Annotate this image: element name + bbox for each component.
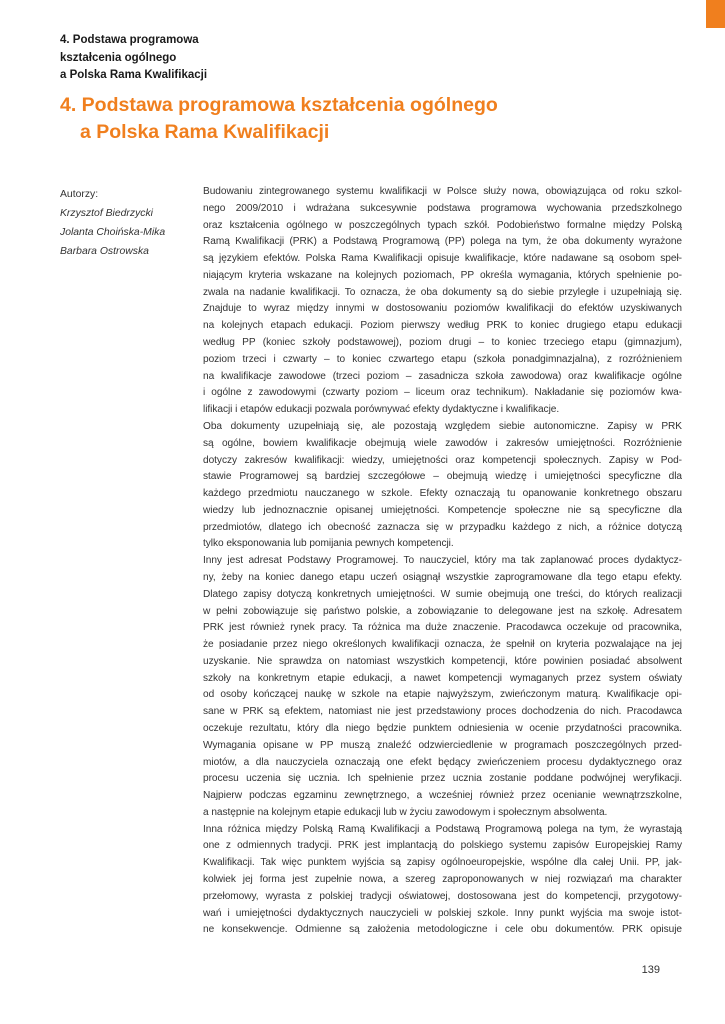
body-line: Inna różnica między Polską Ramą Kwalifikacji a Podstawą Programową polega na tym, że wyrastają [203,823,682,835]
body-line: PRK jest również rynek pracy. Ta różnica ma duże znaczenie. Pracodawca oczekuje od pracownika, [203,622,682,634]
body-line: nego 2009/2010 i wdrażana sukcesywnie podstawa programowa wychowania przedszkolnego [203,202,682,214]
body-line: niającym kryteria wskazane na kolejnych poziomach, PP określa wymagania, których spełnienie po- [203,269,682,281]
body-line: są ogólne, bowiem kwalifikacje obejmują wiele zawodów i zakresów umiejętności. Rozróżnienie [203,437,682,449]
body-line: tylko eksponowania lub pomijania pewnych kompetencji. [203,538,454,550]
body-line: oczekuje rezultatu, który dla niego będzie punktem odniesienia w ocenie przydatności pracownika. [203,723,682,734]
body-line: a następnie na kolejnym etapie edukacji lub w życiu zawodowym i społecznym absolwenta. [203,806,608,818]
body-line: dotyczy zakresów kwalifikacji: wiedzy, umiejętności oraz kompetencji społecznych. Zapisy w Pod- [203,454,682,466]
page-number: 139 [641,964,660,976]
body-line: Kwalifikacji. Tak więc punktem wyjścia są zapisy ogólnoeuropejskie, wspólne dla całej Unii. PP, jak- [203,857,682,869]
body-line: Oba dokumenty uzupełniają się, ale pozostają względem siebie autonomiczne. Zapisy w PRK [203,420,682,432]
body-line: na kolejnych etapach edukacji. Poziom pierwszy według PRK to koniec drugiego etapu edukacji [203,320,682,332]
body-line: oraz kształcenia ogólnego w poszczególnych typach szkół. Podobieństwo formalne między Polską [203,219,682,231]
body-line: ny, żeby na koniec danego etapu uczeń osiągnął wszystkie zaprogramowane dla tego etapu efekty. [203,571,682,583]
body-line: w pełni zobowiązuje się państwo polskie, a zobowiązanie to delegowane jest na szkołę. Adresatem [203,605,682,617]
body-line: Znajduje to wyraz między innymi w dostosowaniu poziomów kwalifikacji do efektów uzyskiwanych [203,303,682,315]
author-name: Krzysztof Biedrzycki [60,208,153,219]
body-line: Ramą Kwalifikacji (PRK) a Podstawą Programową (PP) polega na tym, że oba dokumenty wyrażone [203,236,682,248]
body-line: stawie Programowej są bardziej szczegółowe – obejmują wiedzę i umiejętności specyficzne dla [203,471,682,483]
body-line: zwala na nadanie kwalifikacji. To oznacza, że oba dokumenty są do siebie przyległe i uzupełniają się. [203,286,682,298]
body-line: że posiadanie przez niego określonych kwalifikacji oznacza, że spełnił on kryteria pozwalające na jej [203,639,682,651]
body-text [203,184,682,939]
body-line: sane w PRK są efektem, natomiast nie jest przedstawiony proces dochodzenia do nich. Pracodawca [203,706,682,718]
body-line: lifikacji i etapów edukacji pozwala porównywać efekty dydaktyczne i kwalifikacje. [203,404,560,416]
body-line: od osoby kończącej naukę w szkole na etapie najwyższym, zwieńczonym maturą. Kwalifikacje opi- [203,689,682,701]
body-line: Najpierw podczas egzaminu zewnętrznego, a wcześniej również przez ocenianie wewnątrzszkolne, [203,790,682,802]
body-line: Dlatego zapisy dotyczą konkretnych umiejętności. W sumie obejmują one treści, do których realizacji [203,588,682,600]
body-line: Budowaniu zintegrowanego systemu kwalifikacji w Polsce służy nowa, obowiązująca od roku szkol- [203,186,682,197]
body-line: każdego przedmiotu nauczanego w szkole. Efekty oznaczają tu opanowanie konkretnego obszaru [203,488,682,500]
body-line: i ogólne z zawodowymi (czwarty poziom – liceum oraz technikum). Nakładanie się poziomów kwa- [203,387,682,399]
authors-block [60,185,190,261]
body-line: ne konsekwencje. Odmienne są założenia metodologiczne i cele obu dokumentów. PRK opisuje [203,924,682,936]
chapter-title [60,92,660,146]
body-line: uzyskanie. Nie sprawdza on natomiast wszystkich kompetencji, które powinien posiadać absolwent [203,655,682,667]
body-line: według PP (koniec szkoły podstawowej), poziom drugi – to koniec trzeciego etapu (gimnazjum), [203,337,682,349]
running-header-line: a Polska Rama Kwalifikacji [60,69,208,81]
body-line: przełomowy, wyrasta z polskiej tradycji oświatowej, dostosowana jest do kompetencji, przygotowy- [203,890,682,902]
running-header-line: kształcenia ogólnego [60,51,177,64]
body-line: wiedzy lub jednoznacznie opisanej umiejętności. Kompetencje społeczne nie są specyficzne dla [203,504,682,516]
body-line: kolwiek jej forma jest zupełnie nowa, a szereg zaproponowanych w niej rozwiązań ma charakter [203,874,682,886]
body-line: na kwalifikacje zawodowe (trzeci poziom – zasadnicza szkoła zawodowa) oraz kwalifikacje ogólne [203,370,682,382]
chapter-title-line1: 4. Podstawa programowa kształcenia ogólnego [60,94,498,116]
running-header-line: 4. Podstawa programowa [60,34,199,46]
body-line: wań i umiejętności dydaktycznych nauczycieli w polskiej szkole. Inny punkt wyjścia ma swoje istot- [203,907,682,919]
body-line: przedmiotów, dlatego ich obecność zaznacza się w przypadku każdego z nich, a różnice dotyczą [203,521,682,533]
corner-accent-tab [706,0,725,28]
body-line: są językiem efektów. Polska Rama Kwalifikacji opisuje kwalifikacje, które nadawane są osobom speł- [203,253,682,265]
body-line: poziom trzeci i czwarty – to koniec czwartego etapu (szkoła ponadgimnazjalna), z rozróżnieniem [203,353,682,365]
body-line: one z odmiennych tradycji. PRK jest implantacją do polskiego systemu zapisów Europejskiej Ramy [203,840,682,852]
body-line: procesu uczenia się ucznia. Ich spełnienie przez ucznia zostanie poddane podwójnej weryfikacji. [203,773,682,785]
authors-label: Autorzy: [60,189,99,200]
body-line: Wymagania opisane w PP muszą znaleźć odzwierciedlenie w programach poszczególnych przed- [203,739,682,751]
author-name: Barbara Ostrowska [60,246,149,257]
author-name: Jolanta Choińska-Mika [60,227,166,238]
body-line: szkoły na konkretnym etapie edukacji, a nawet kompetencji wymaganych przez system oświaty [203,672,682,684]
running-header [60,32,207,85]
body-line: miotów, a dla nauczyciela oznaczają one efekt będący zwieńczeniem procesu dydaktycznego oraz [203,756,682,768]
chapter-title-line2: a Polska Rama Kwalifikacji [80,121,330,143]
body-line: Inny jest adresat Podstawy Programowej. To nauczyciel, który ma tak zaplanować proces dydaktycz- [203,555,682,567]
